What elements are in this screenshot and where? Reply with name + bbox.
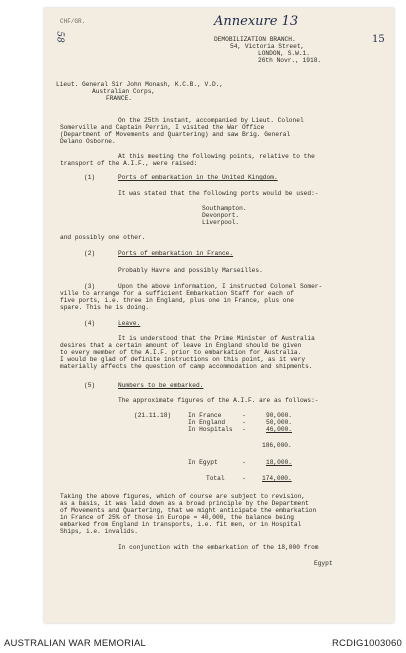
section-number: (5) (84, 382, 96, 389)
figure-label: In England (188, 419, 226, 426)
body-line: On the 25th instant, accompanied by Lieut. Colonel (118, 117, 304, 124)
port-item: Southampton. (202, 205, 247, 212)
body-line: Upon the above information, I instructed Colonel Somer- (118, 283, 323, 290)
addressee-line: FRANCE. (106, 95, 132, 102)
section-number: (1) (84, 174, 96, 181)
port-item: Devonport. (202, 212, 240, 219)
addressee-line: Lieut. General Sir John Monash, K.C.B., V.D., (56, 81, 224, 88)
body-line: of Movements and Quartering, that we might anticipate the embarkation (60, 507, 317, 514)
body-line: embarked from England in transports, i.e. fit men, or in Hospital (60, 521, 302, 528)
figure-subtotal: 186,000. (262, 442, 292, 449)
figures-date: (21.11.18) (134, 412, 172, 419)
section-heading: Ports of embarkation in the United Kingdom. (118, 174, 278, 181)
dash-separator: - (242, 419, 246, 426)
addressee-line: Australian Corps, (92, 88, 156, 95)
figure-label: In Hospitals (188, 426, 233, 433)
body-line: Delano Osborne. (60, 138, 116, 145)
body-line: The approximate figures of the A.I.F. are as follows:- (118, 397, 319, 404)
body-line: It was stated that the following ports would be used:- (118, 190, 319, 197)
body-line: to every member of the A.I.F. prior to embarkation for Australia. (60, 349, 302, 356)
dash-separator: - (242, 412, 246, 419)
figure-value: 90,000. (266, 412, 292, 419)
body-line: At this meeting the following points, relative to the (118, 153, 315, 160)
annexure-annotation: Annexure 13 (214, 14, 299, 29)
body-line: Ships, i.e. invalids. (60, 528, 138, 535)
port-item: Liverpool. (202, 219, 240, 226)
body-line: (Department of Movements and Quartering) and saw Brig. General (60, 131, 291, 138)
body-line: Probably Havre and possibly Marseilles. (118, 267, 263, 274)
body-line: I would be glad of definite instructions on this point, as it very (60, 356, 306, 363)
body-line: materially affects the question of camp accommodation and shipments. (60, 363, 313, 370)
catchword: Egypt (314, 560, 333, 567)
body-line: in France of 25% of those in Europe = 40,000, the balance being (60, 514, 294, 521)
figure-value: 18,000. (266, 459, 292, 466)
dash-separator: - (242, 475, 246, 482)
address-date: 26th Novr., 1918. (258, 57, 322, 64)
figure-label: In Egypt (188, 459, 218, 466)
address-line: LONDON, S.W.1. (258, 50, 310, 57)
body-line: and possibly one other. (60, 234, 146, 241)
address-line: 54, Victoria Street, (230, 43, 305, 50)
body-line: transport of the A.I.F., were raised: (60, 160, 198, 167)
section-heading: Ports of embarkation in France. (118, 250, 234, 257)
body-line: ville to arrange for a sufficient Embarkation Staff for each of (60, 290, 294, 297)
figure-total: 174,000. (262, 475, 292, 482)
body-line: In conjunction with the embarkation of the 18,000 from (118, 544, 319, 551)
page-number: 15 (372, 34, 385, 45)
section-number: (3) (84, 283, 96, 290)
document-page (44, 8, 394, 623)
file-reference: CHF/GR. (60, 18, 86, 25)
section-heading: Leave. (118, 320, 141, 327)
footer-institution: AUSTRALIAN WAR MEMORIAL (4, 638, 147, 649)
side-handwritten-mark: 58 (54, 31, 65, 43)
footer-record-id: RCDIG1003060 (332, 638, 402, 649)
body-line: Taking the above figures, which of course are subject to revision, (60, 493, 306, 500)
body-line: desires that a certain amount of leave in England should be given (60, 342, 302, 349)
figure-value: 46,000. (266, 426, 292, 433)
dash-separator: - (242, 459, 246, 466)
address-line: DEMOBILIZATION BRANCH. (214, 36, 296, 43)
section-number: (2) (84, 250, 96, 257)
figure-label: In France (188, 412, 222, 419)
section-number: (4) (84, 320, 96, 327)
body-line: It is understood that the Prime Minister of Australia (118, 335, 315, 342)
figure-value: 50,000. (266, 419, 292, 426)
body-line: five ports, i.e. three in England, plus one in France, plus one (60, 297, 294, 304)
figure-label: Total (206, 475, 225, 482)
body-line: Somerville and Captain Perrin, I visited the War Office (60, 124, 265, 131)
body-line: as a basis, it was laid down as a broad principle by the Department (60, 500, 309, 507)
body-line: spare. This he is doing. (60, 304, 150, 311)
dash-separator: - (242, 426, 246, 433)
section-heading: Numbers to be embarked. (118, 382, 204, 389)
